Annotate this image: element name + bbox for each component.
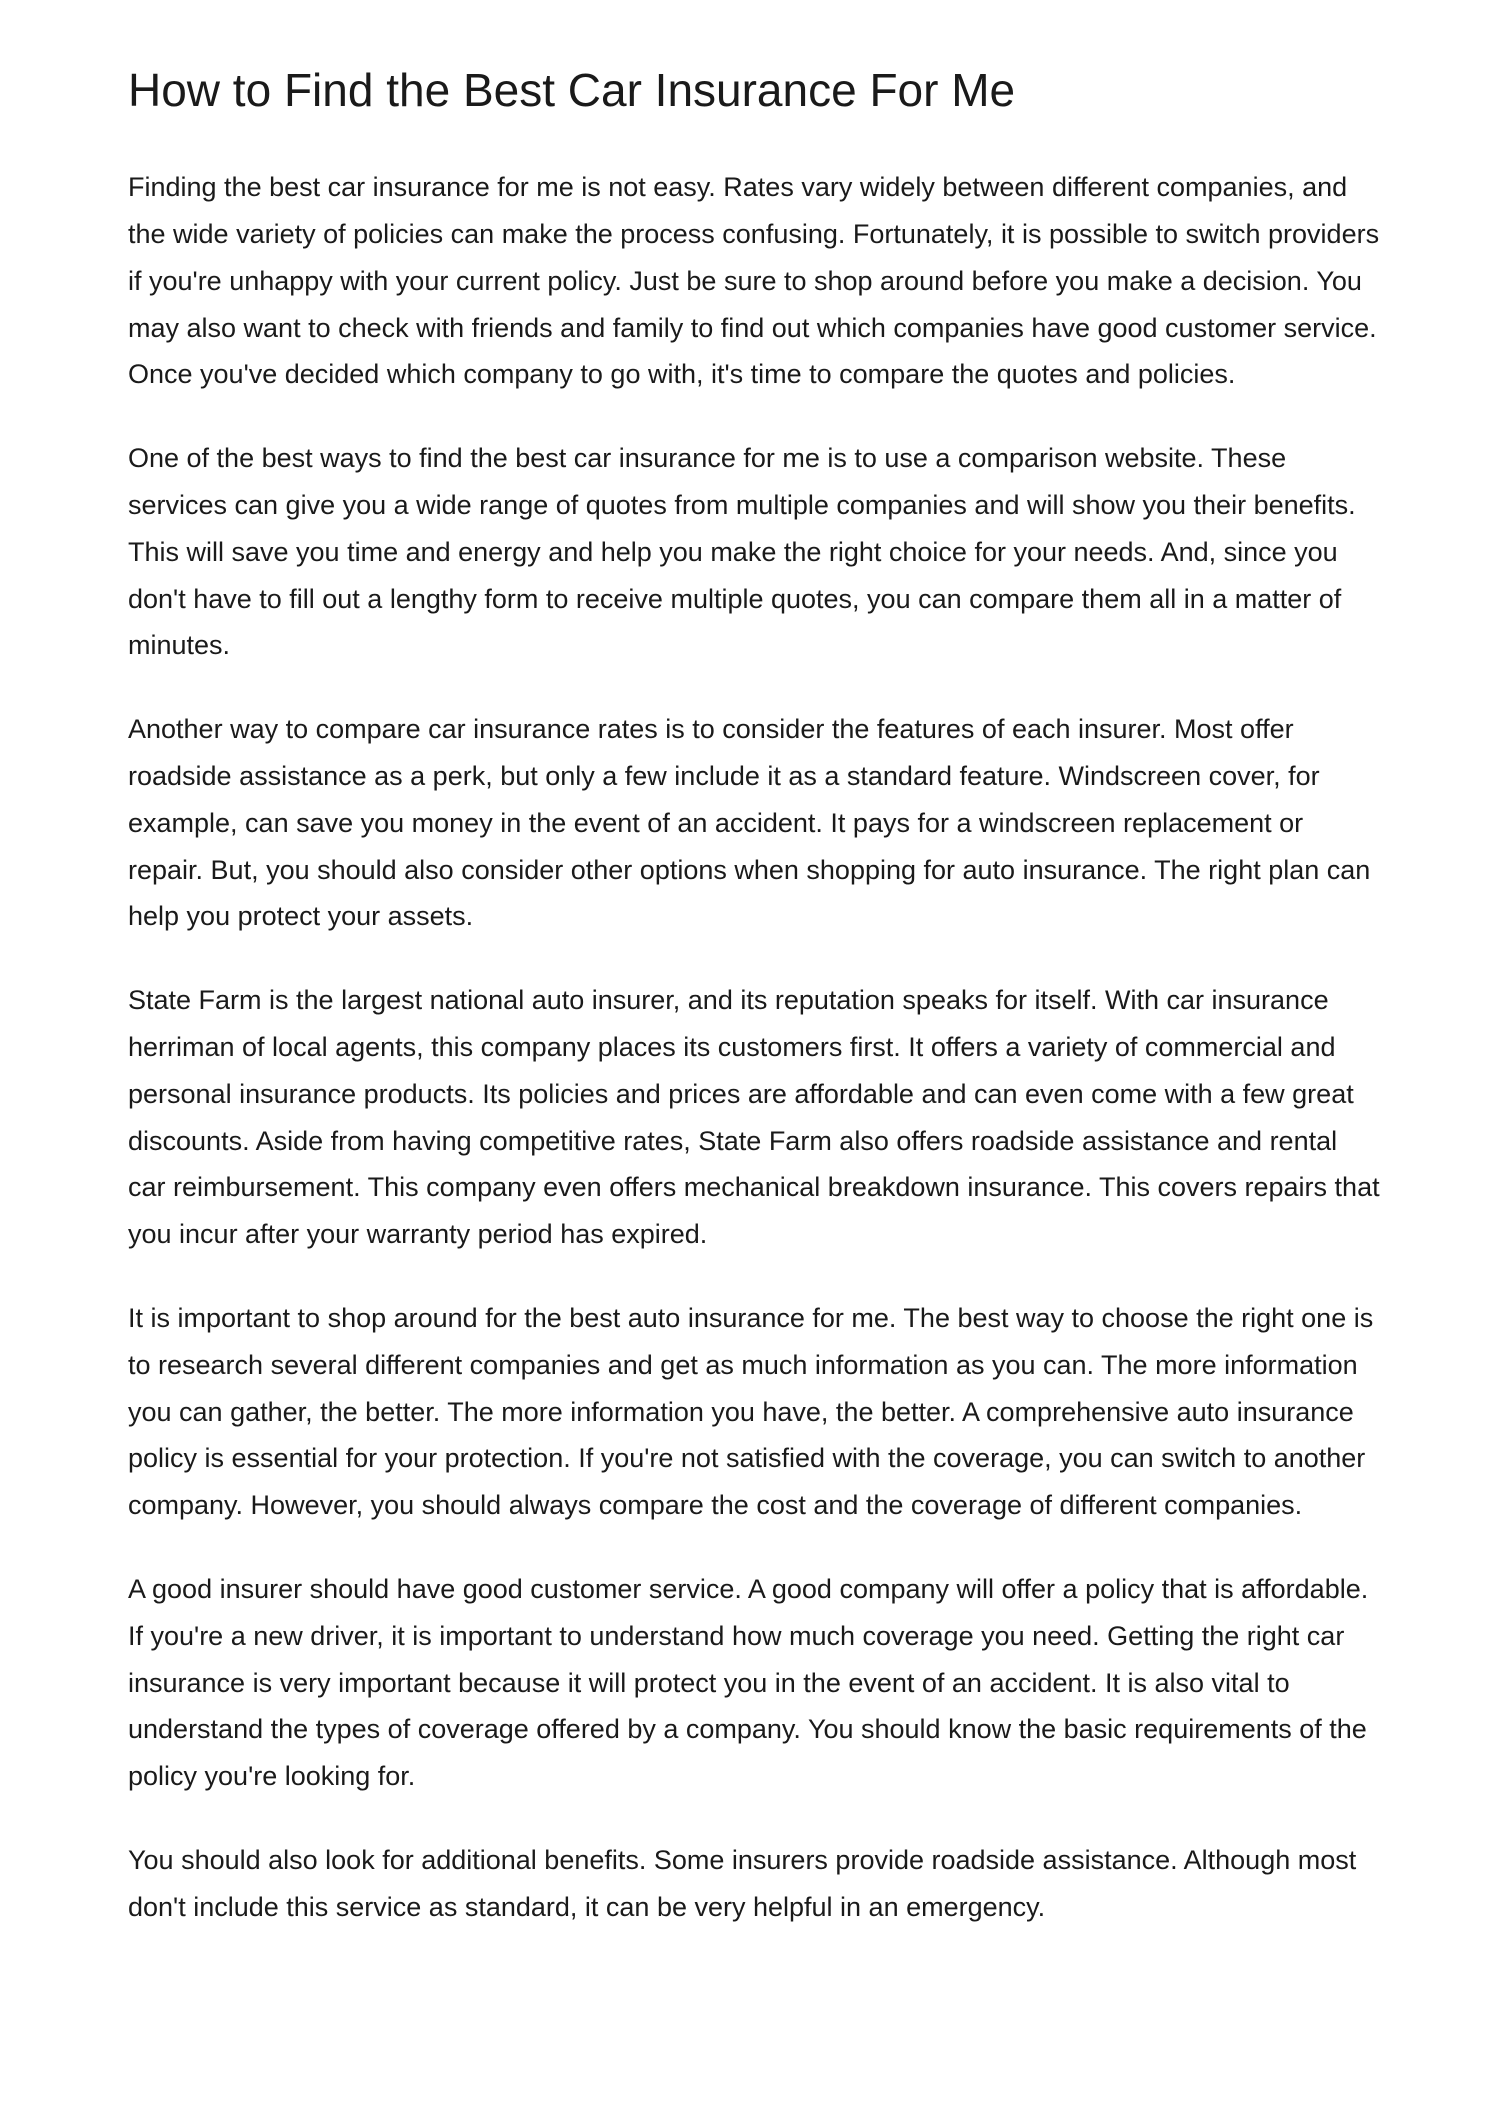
paragraph: Another way to compare car insurance rates is to consider the features of each insurer. Most offer roadside assistance as a perk, but only a few include it as a standard feature. Windscreen cover, for example, can save you money in the event of an accident. It pays for a windscreen replacement or repair. But, you should also consider other options when shopping for auto insurance. The right plan can help you protect your assets. xyxy=(128,714,1371,932)
paragraph: Finding the best car insurance for me is not easy. Rates vary widely between different companies, and the wide variety of policies can make the process confusing. Fortunately, it is possible to switch providers if you're unhappy with your current policy. Just be sure to shop around before you make a decision. You may also want to check with friends and family to find out which companies have good customer service. Once you've decided which company to go with, it's time to compare the quotes and policies. xyxy=(128,172,1380,390)
document-page xyxy=(128,0,1380,1930)
paragraph: You should also look for additional benefits. Some insurers provide roadside assistance. Although most don't include this service as standard, it can be very helpful in an emergency. xyxy=(128,1844,1357,1922)
paragraph: One of the best ways to find the best car insurance for me is to use a comparison website. These services can give you a wide range of quotes from multiple companies and will show you their benefits. This will save you time and energy and help you make the right choice for your needs. And, since you don't have to fill out a lengthy form to receive multiple quotes, you can compare them all in a matter of minutes. xyxy=(128,443,1356,661)
paragraph: State Farm is the largest national auto insurer, and its reputation speaks for itself. With car insurance herriman of local agents, this company places its customers first. It offers a variety of commercial and personal insurance products. Its policies and prices are affordable and can even come with a few great discounts. Aside from having competitive rates, State Farm also offers roadside assistance and rental car reimbursement. This company even offers mechanical breakdown insurance. This covers repairs that you incur after your warranty period has expired. xyxy=(128,985,1380,1250)
paragraph: It is important to shop around for the best auto insurance for me. The best way to choose the right one is to research several different companies and get as much information as you can. The more information you can gather, the better. The more information you have, the better. A comprehensive auto insurance policy is essential for your protection. If you're not satisfied with the coverage, you can switch to another company. However, you should always compare the cost and the coverage of different companies. xyxy=(128,1302,1374,1521)
page-title: How to Find the Best Car Insurance For Me xyxy=(128,64,1016,116)
paragraph: A good insurer should have good customer service. A good company will offer a policy that is affordable. If you're a new driver, it is important to understand how much coverage you need. Getting the right car insurance is very important because it will protect you in the event of an accident. It is also vital to understand the types of coverage offered by a company. You should know the basic requirements of the policy you're looking for. xyxy=(128,1573,1369,1792)
